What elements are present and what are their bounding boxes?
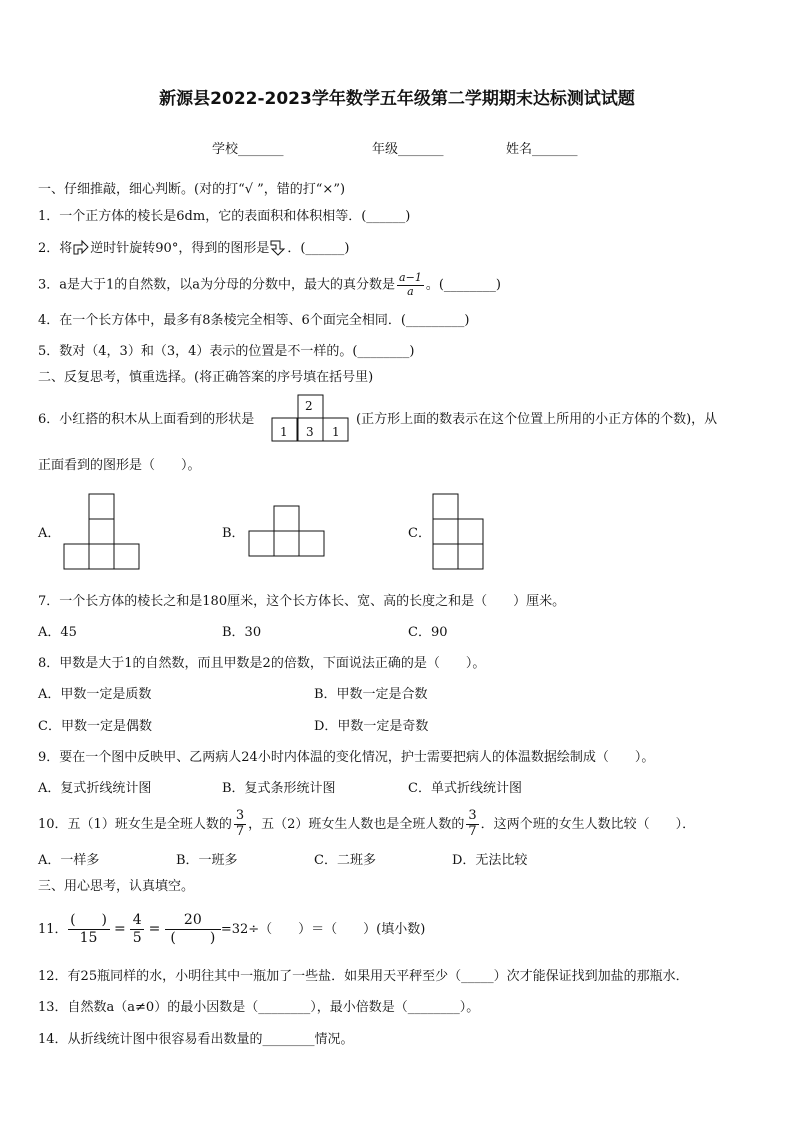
- section-1-heading: 一、仔细推敲，细心判断。(对的打“√ ”，错的打“×”): [38, 182, 346, 197]
- q7-option-c: C．90: [408, 625, 448, 640]
- q8-option-a: A．甲数一定是质数: [38, 687, 152, 702]
- name-field: 姓名_______: [506, 142, 578, 157]
- q3-fraction-denominator: a: [407, 284, 414, 298]
- shape-original-icon: [72, 240, 90, 254]
- q3-text-b: 。(________): [425, 277, 501, 293]
- q3-text-a: 3．a是大于1的自然数，以a为分母的分数中，最大的真分数是: [38, 277, 396, 293]
- question-7: 7．一个长方体的棱长之和是180厘米，这个长方体长、宽、高的长度之和是（ ）厘米。: [38, 594, 566, 609]
- q11-label: 11．: [38, 922, 68, 937]
- question-10: [38, 808, 695, 842]
- q2-text-c: ．(______): [287, 241, 350, 256]
- question-13: 13．自然数a（a≠0）的最小因数是（________），最小倍数是（________）。: [38, 1000, 480, 1015]
- q7-option-a: A．45: [38, 625, 77, 640]
- question-6-text-c: 正面看到的图形是（ ）。: [38, 458, 201, 473]
- grid-bottom-number-2: 3: [306, 425, 314, 439]
- q11-tail: =32÷（ ）＝（ ）(填小数): [220, 922, 426, 937]
- question-12: 12．有25瓶同样的水，小明往其中一瓶加了一些盐．如果用天平秤至少（_____）次才能保证找到加盐的那瓶水．: [38, 969, 689, 984]
- q11-fraction-3-numerator: 20: [165, 912, 221, 931]
- grid-bottom-number-3: 1: [332, 425, 340, 439]
- q11-fraction-2-denominator: 5: [132, 930, 142, 946]
- q11-fraction-2-numerator: 4: [130, 912, 144, 931]
- q11-fraction-3: [165, 912, 221, 948]
- question-6-text-a: 6．小红搭的积木从上面看到的形状是: [38, 412, 255, 427]
- q6-option-c-label: C．: [408, 526, 431, 541]
- q6-option-b-label: B．: [222, 526, 245, 541]
- q9-option-b: B．复式条形统计图: [222, 781, 336, 796]
- q11-fraction-1: [68, 912, 110, 948]
- q10-fraction-1-numerator: 3: [235, 808, 245, 824]
- question-5: 5．数对（4，3）和（3，4）表示的位置是不一样的。(________): [38, 344, 415, 359]
- question-4: 4．在一个长方体中，最多有8条棱完全相等、6个面完全相同．(_________): [38, 313, 470, 328]
- q11-fraction-1-denominator: 15: [79, 930, 98, 946]
- section-3-heading: 三、用心思考，认真填空。: [38, 879, 195, 894]
- q10-fraction-1-denominator: 7: [235, 824, 245, 839]
- question-6-text-b: (正方形上面的数表示在这个位置上所用的小正方体的个数)，从: [356, 412, 718, 427]
- q9-option-c: C．单式折线统计图: [408, 781, 522, 796]
- q11-fraction-3-denominator: ( ): [170, 930, 216, 946]
- question-1: 1．一个正方体的棱长是6dm，它的表面积和体积相等．(______): [38, 209, 411, 224]
- q10-fraction-2-numerator: 3: [468, 808, 477, 824]
- q10-text-a: 10．五（1）班女生是全班人数的: [38, 817, 232, 832]
- q7-option-b: B．30: [222, 625, 262, 640]
- q9-option-a: A．复式折线统计图: [38, 781, 152, 796]
- question-8: 8．甲数是大于1的自然数，而且甲数是2的倍数，下面说法正确的是（ ）。: [38, 656, 486, 671]
- q10-fraction-2-denominator: 7: [468, 824, 477, 839]
- question-2: [38, 240, 349, 255]
- question-3: [38, 272, 501, 299]
- q10-text-c: ．这两个班的女生人数比较（ ）．: [480, 817, 696, 832]
- q10-option-d: D．无法比较: [452, 853, 528, 868]
- q11-equals-1: =: [109, 921, 131, 937]
- school-field: 学校_______: [212, 142, 284, 157]
- shape-rotated-icon: [269, 240, 287, 254]
- grid-bottom-number-1: 1: [280, 425, 288, 439]
- q11-equals-2: =: [144, 921, 165, 937]
- q3-fraction: [397, 272, 424, 298]
- q8-option-b: B．甲数一定是合数: [314, 687, 428, 702]
- q10-option-b: B．一班多: [176, 853, 238, 868]
- q10-option-c: C．二班多: [314, 853, 376, 868]
- question-14: 14．从折线统计图中很容易看出数量的________情况。: [38, 1032, 354, 1047]
- page-title: 新源县2022-2023学年数学五年级第二学期期末达标测试试题: [159, 89, 635, 109]
- q10-option-a: A．一样多: [38, 853, 100, 868]
- q10-text-b: ，五（2）班女生人数也是全班人数的: [248, 817, 465, 832]
- q10-fraction-2: [466, 809, 478, 840]
- q3-fraction-numerator: a−1: [399, 271, 422, 284]
- question-9: 9．要在一个图中反映甲、乙两病人24小时内体温的变化情况，护士需要把病人的体温数据绘制成（ ）。: [38, 750, 655, 765]
- q8-option-d: D．甲数一定是奇数: [314, 719, 429, 734]
- grade-field: 年级_______: [372, 142, 444, 157]
- q2-text-a: 2．将: [38, 241, 73, 256]
- grid-top-number: 2: [305, 399, 313, 413]
- q11-fraction-2: [130, 912, 144, 948]
- q11-fraction-1-numerator: ( ): [68, 912, 110, 931]
- q2-text-b: 逆时针旋转90°，得到的图形是: [90, 241, 270, 256]
- q10-fraction-1: [234, 809, 246, 840]
- question-11: [38, 906, 425, 953]
- q8-option-c: C．甲数一定是偶数: [38, 719, 152, 734]
- q6-option-a-label: A．: [38, 526, 61, 541]
- section-2-heading: 二、反复思考，慎重选择。(将正确答案的序号填在括号里): [38, 370, 374, 385]
